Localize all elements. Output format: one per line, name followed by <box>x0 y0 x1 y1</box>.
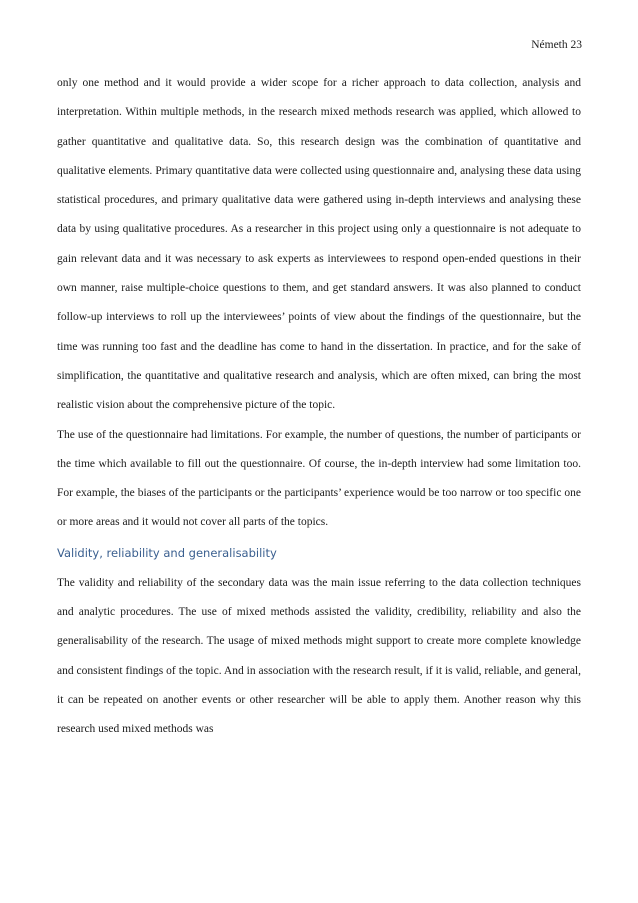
paragraph-validity: The validity and reliability of the secondary data was the main issue referring to the data collection techniques and analytic procedures. The use of mixed methods assisted the validity, credibility, reliability and also the generalisability of the research. The usage of mixed methods might support to create more complete knowledge and consistent findings of the topic. And in association with the research result, if it is valid, reliable, and general, it can be repeated on another events or other researcher will be able to apply them. Another reason why this research used mixed methods was <box>57 576 581 736</box>
paragraph-limitations: The use of the questionnaire had limitations. For example, the number of questions, the number of participants or the time which available to fill out the questionnaire. Of course, the in-depth interview had some limitation too. For example, the biases of the participants or the participants’ experience would be too narrow or too specific one or more areas and it would not cover all parts of the topics. <box>57 428 581 529</box>
body-text <box>57 69 581 745</box>
section-heading: Validity, reliability and generalisability <box>57 545 277 560</box>
paragraph-methods: only one method and it would provide a wider scope for a richer approach to data collection, analysis and interpretation. Within multiple methods, in the research mixed methods research was applied, which allowed to gather quantitative and qualitative data. So, this research design was the combination of quantitative and qualitative elements. Primary quantitative data were collected using questionnaire and, analysing these data using statistical procedures, and primary qualitative data were gathered using in-depth interviews and analysing these data by using qualitative procedures. As a researcher in this project using only a questionnaire is not adequate to gain relevant data and it was necessary to ask experts as interviewees to respond open-ended questions in their own manner, raise multiple-choice questions to them, and get standard answers. It was also planned to conduct follow-up interviews to roll up the interviewees’ points of view about the findings of the questionnaire, but the time was running too fast and the deadline has come to hand in the dissertation. In practice, and for the sake of simplification, the quantitative and qualitative research and analysis, which are often mixed, can bring the most realistic vision about the comprehensive picture of the topic. <box>57 77 581 412</box>
running-head: Németh 23 <box>531 39 582 51</box>
